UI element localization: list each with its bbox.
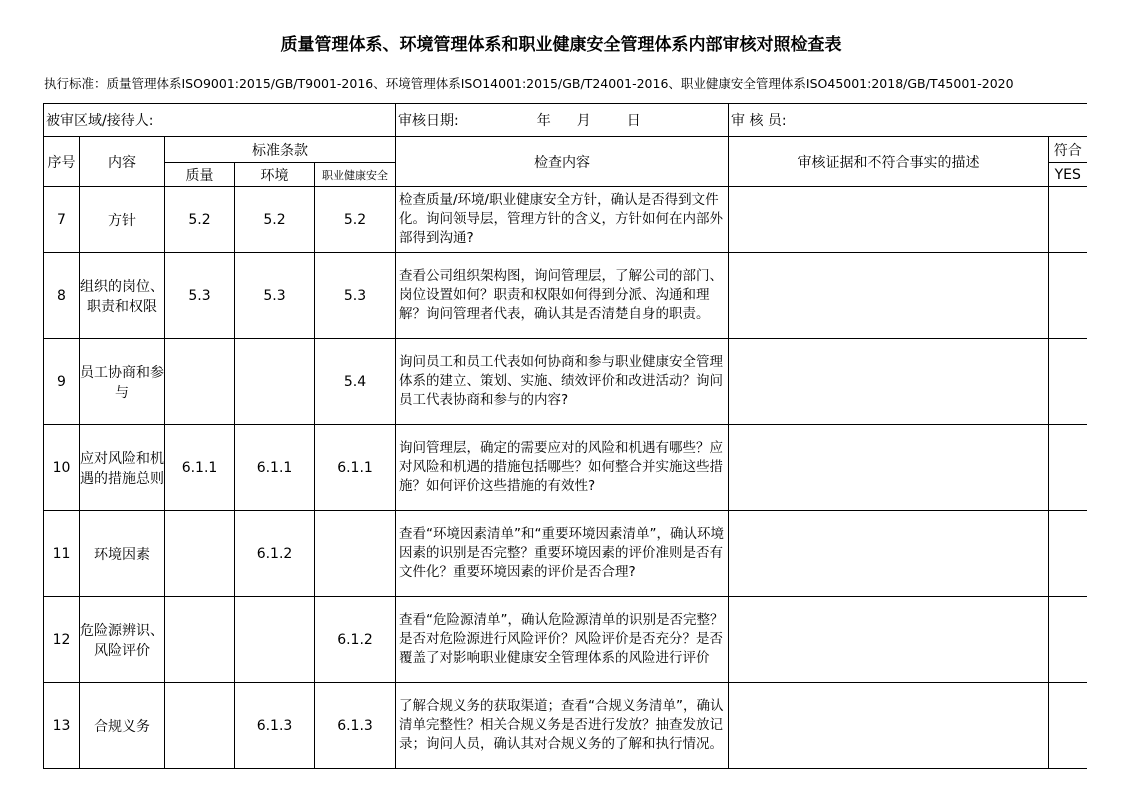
row-seq: 12 [44, 597, 80, 683]
row-seq: 13 [44, 683, 80, 769]
row-env: 5.3 [235, 253, 315, 339]
row-seq: 7 [44, 187, 80, 253]
header-quality: 质量 [165, 163, 235, 187]
auditor-field[interactable]: 审 核 员: [729, 104, 1087, 137]
row-conform-cell[interactable] [1049, 425, 1087, 511]
row-check: 查看“环境因素清单”和“重要环境因素清单”，确认环境因素的识别是否完整？重要环境因素的评价准则是否有文件化？重要环境因素的评价是否合理? [396, 511, 729, 597]
table-row [44, 339, 1087, 425]
table-row [44, 187, 1087, 253]
row-quality [165, 597, 235, 683]
row-evidence-cell[interactable] [729, 339, 1049, 425]
header-yes: YES [1049, 163, 1087, 187]
year-label: 年 [536, 113, 551, 129]
row-conform-cell[interactable] [1049, 511, 1087, 597]
row-item: 应对风险和机遇的措施总则 [80, 425, 165, 511]
row-ohs: 5.3 [315, 253, 396, 339]
info-row [44, 104, 1087, 137]
row-env: 6.1.1 [235, 425, 315, 511]
row-item: 环境因素 [80, 511, 165, 597]
row-evidence-cell[interactable] [729, 683, 1049, 769]
row-env: 6.1.3 [235, 683, 315, 769]
header-conform: 符合 [1049, 137, 1087, 163]
row-conform-cell[interactable] [1049, 187, 1087, 253]
header-ohs: 职业健康安全 [315, 163, 396, 187]
table-row [44, 511, 1087, 597]
row-item: 组织的岗位、职责和权限 [80, 253, 165, 339]
row-quality [165, 511, 235, 597]
header-env: 环境 [235, 163, 315, 187]
row-check: 查看公司组织架构图，询问管理层，了解公司的部门、岗位设置如何？职责和权限如何得到分派、沟通和理解？询问管理者代表，确认其是否清楚自身的职责。 [396, 253, 729, 339]
date-field[interactable] [396, 104, 729, 137]
date-label: 审核日期: [398, 113, 459, 129]
header-row-1 [44, 137, 1087, 163]
month-label: 月 [576, 113, 591, 129]
header-clause: 标准条款 [165, 137, 396, 163]
header-seq: 序号 [44, 137, 80, 187]
row-seq: 11 [44, 511, 80, 597]
row-ohs: 6.1.3 [315, 683, 396, 769]
row-quality: 6.1.1 [165, 425, 235, 511]
row-check: 查看“危险源清单”，确认危险源清单的识别是否完整？是否对危险源进行风险评价？风险评价是否充分？是否覆盖了对影响职业健康安全管理体系的风险进行评价 [396, 597, 729, 683]
row-item: 方针 [80, 187, 165, 253]
row-evidence-cell[interactable] [729, 597, 1049, 683]
row-seq: 10 [44, 425, 80, 511]
row-conform-cell[interactable] [1049, 339, 1087, 425]
standard-line: 执行标准：质量管理体系ISO9001:2015/GB/T9001-2016、环境管理体系ISO14001:2015/GB/T24001-2016、职业健康安全管理体系ISO45001:2018/GB/T45001-2020 [44, 76, 1014, 91]
row-check: 检查质量/环境/职业健康安全方针，确认是否得到文件化。询问领导层，管理方针的含义，方针如何在内部外部得到沟通? [396, 187, 729, 253]
header-check: 检查内容 [396, 137, 729, 187]
header-evidence: 审核证据和不符合事实的描述 [729, 137, 1049, 187]
row-quality [165, 683, 235, 769]
row-env: 6.1.2 [235, 511, 315, 597]
row-evidence-cell[interactable] [729, 511, 1049, 597]
row-evidence-cell[interactable] [729, 187, 1049, 253]
row-quality: 5.2 [165, 187, 235, 253]
page-title: 质量管理体系、环境管理体系和职业健康安全管理体系内部审核对照检查表 [280, 35, 842, 55]
row-item: 员工协商和参与 [80, 339, 165, 425]
table-row [44, 253, 1087, 339]
row-env [235, 339, 315, 425]
row-conform-cell[interactable] [1049, 253, 1087, 339]
row-seq: 9 [44, 339, 80, 425]
row-ohs: 5.4 [315, 339, 396, 425]
row-env [235, 597, 315, 683]
day-label: 日 [626, 113, 641, 129]
row-check: 询问管理层，确定的需要应对的风险和机遇有哪些？应对风险和机遇的措施包括哪些？如何整合并实施这些措施？如何评价这些措施的有效性? [396, 425, 729, 511]
row-conform-cell[interactable] [1049, 597, 1087, 683]
header-content: 内容 [80, 137, 165, 187]
row-quality: 5.3 [165, 253, 235, 339]
row-evidence-cell[interactable] [729, 425, 1049, 511]
row-env: 5.2 [235, 187, 315, 253]
row-check: 了解合规义务的获取渠道；查看“合规义务清单”，确认清单完整性？相关合规义务是否进行发放？抽查发放记录；询问人员，确认其对合规义务的了解和执行情况。 [396, 683, 729, 769]
row-evidence-cell[interactable] [729, 253, 1049, 339]
row-ohs [315, 511, 396, 597]
row-ohs: 6.1.1 [315, 425, 396, 511]
row-item: 合规义务 [80, 683, 165, 769]
row-ohs: 6.1.2 [315, 597, 396, 683]
table-row [44, 597, 1087, 683]
table-row [44, 425, 1087, 511]
row-ohs: 5.2 [315, 187, 396, 253]
area-field[interactable]: 被审区域/接待人: [44, 104, 396, 137]
row-seq: 8 [44, 253, 80, 339]
checklist-table [43, 103, 1087, 769]
row-check: 询问员工和员工代表如何协商和参与职业健康安全管理体系的建立、策划、实施、绩效评价和改进活动？询问员工代表协商和参与的内容? [396, 339, 729, 425]
row-item: 危险源辨识、风险评价 [80, 597, 165, 683]
table-row [44, 683, 1087, 769]
row-conform-cell[interactable] [1049, 683, 1087, 769]
row-quality [165, 339, 235, 425]
